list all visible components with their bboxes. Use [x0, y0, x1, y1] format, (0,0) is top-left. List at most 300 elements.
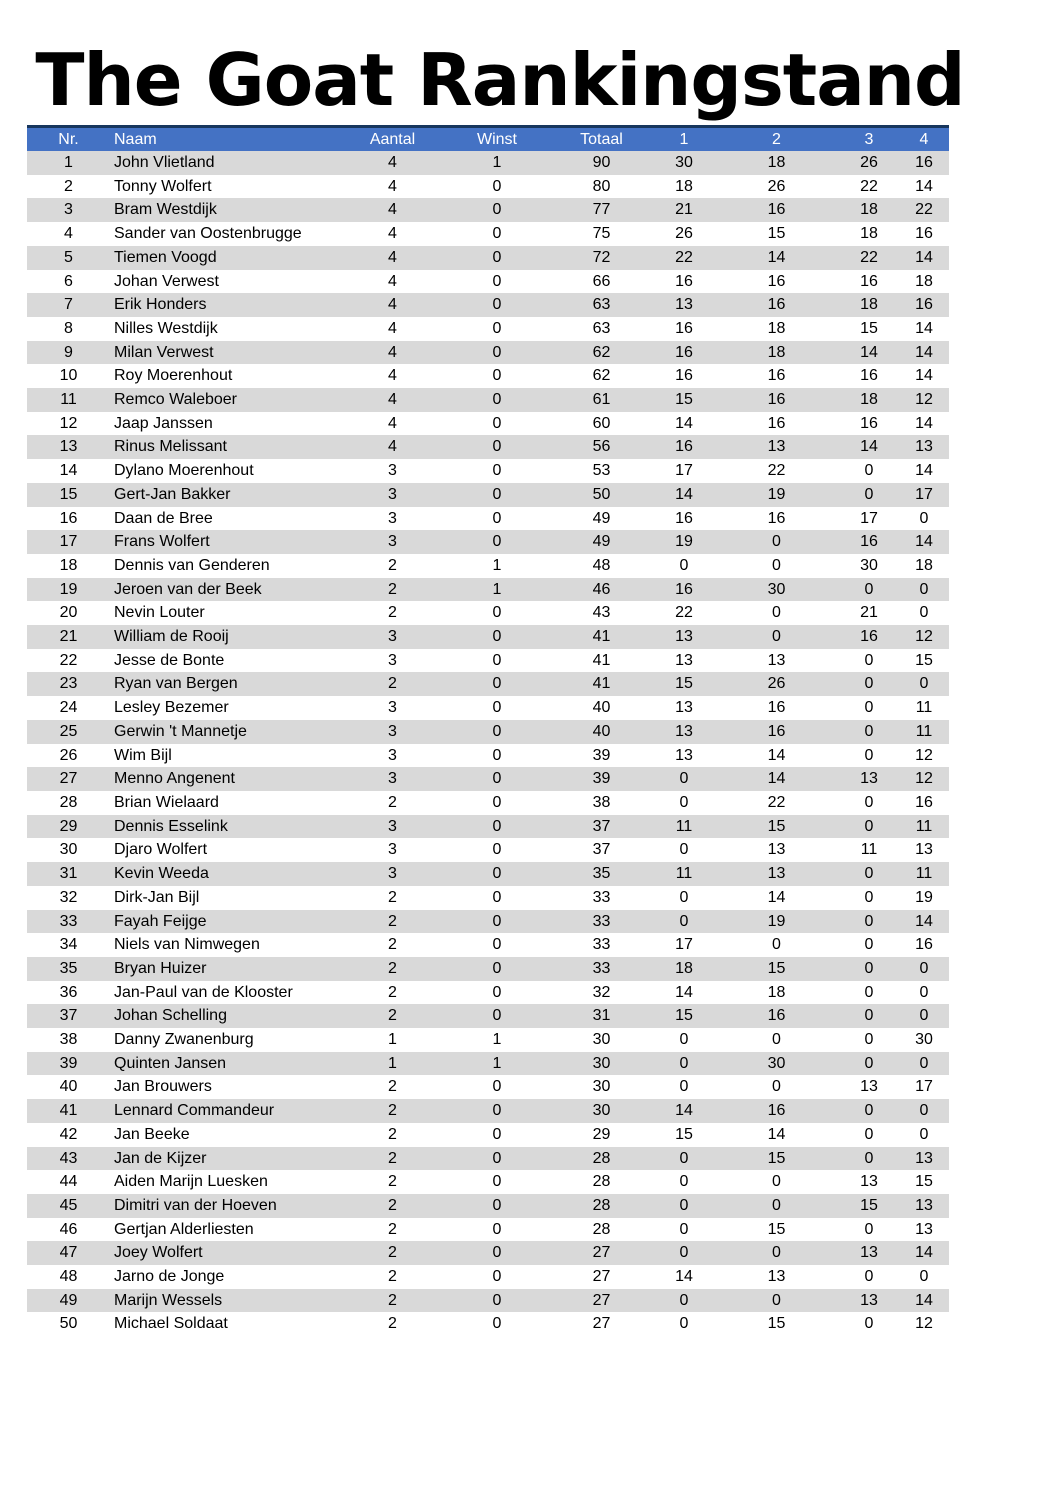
- cell-round-2: 0: [772, 556, 781, 574]
- cell-round-4: 0: [919, 1102, 929, 1120]
- cell-nr: 15: [59, 485, 78, 503]
- cell-round-3: 17: [860, 509, 878, 527]
- cell-round-1: 0: [679, 556, 689, 574]
- cell-nr: 37: [59, 1007, 78, 1025]
- cell-round-2: 0: [772, 1244, 781, 1262]
- cell-aantal: 4: [388, 367, 397, 385]
- cell-nr: 14: [59, 462, 78, 480]
- cell-round-4: 0: [919, 1007, 929, 1025]
- cell-round-2: 15: [767, 817, 786, 835]
- cell-winst: 0: [492, 912, 502, 930]
- cell-aantal: 2: [388, 936, 397, 954]
- cell-round-4: 12: [915, 1315, 933, 1333]
- cell-totaal: 61: [592, 391, 611, 409]
- cell-winst: 0: [492, 533, 502, 551]
- cell-round-2: 16: [767, 414, 786, 432]
- cell-naam: Wim Bijl: [114, 746, 172, 764]
- cell-aantal: 3: [388, 699, 397, 717]
- cell-winst: 1: [492, 556, 502, 574]
- cell-round-1: 13: [675, 746, 693, 764]
- cell-winst: 0: [492, 983, 502, 1001]
- cell-aantal: 1: [388, 1054, 397, 1072]
- cell-winst: 1: [492, 1054, 502, 1072]
- cell-winst: 0: [492, 1220, 502, 1238]
- cell-round-2: 16: [767, 1007, 786, 1025]
- cell-round-4: 18: [915, 272, 933, 290]
- cell-nr: 39: [59, 1054, 78, 1072]
- cell-winst: 0: [492, 1315, 502, 1333]
- cell-round-3: 0: [864, 675, 874, 693]
- cell-nr: 42: [59, 1125, 78, 1143]
- cell-naam: Lesley Bezemer: [114, 699, 229, 717]
- cell-winst: 0: [492, 367, 502, 385]
- cell-nr: 31: [59, 865, 78, 883]
- cell-round-1: 14: [675, 1268, 693, 1286]
- cell-naam: Milan Verwest: [114, 343, 214, 361]
- cell-round-1: 0: [679, 841, 689, 859]
- cell-round-4: 15: [915, 651, 933, 669]
- cell-round-3: 0: [864, 1102, 874, 1120]
- cell-totaal: 32: [592, 983, 611, 1001]
- cell-round-1: 16: [675, 509, 693, 527]
- cell-naam: Jesse de Bonte: [114, 651, 225, 669]
- cell-round-1: 14: [675, 414, 693, 432]
- cell-naam: Aiden Marijn Luesken: [114, 1173, 268, 1191]
- cell-round-4: 11: [915, 817, 933, 835]
- cell-round-2: 19: [767, 912, 786, 930]
- cell-aantal: 4: [388, 225, 397, 243]
- cell-totaal: 63: [592, 296, 611, 314]
- cell-round-2: 26: [767, 177, 786, 195]
- cell-round-4: 12: [915, 628, 933, 646]
- cell-round-1: 22: [675, 248, 693, 266]
- cell-winst: 0: [492, 865, 502, 883]
- cell-totaal: 31: [592, 1007, 611, 1025]
- header-winst: Winst: [477, 131, 517, 148]
- cell-naam: William de Rooij: [114, 628, 229, 646]
- cell-round-2: 13: [767, 1268, 786, 1286]
- cell-nr: 29: [59, 817, 78, 835]
- cell-round-1: 16: [675, 580, 693, 598]
- cell-round-2: 14: [767, 888, 786, 906]
- cell-round-1: 0: [679, 1315, 689, 1333]
- cell-naam: Johan Schelling: [114, 1007, 227, 1025]
- cell-naam: Frans Wolfert: [114, 533, 210, 551]
- cell-totaal: 30: [592, 1102, 611, 1120]
- cell-totaal: 30: [592, 1031, 611, 1049]
- cell-winst: 0: [492, 462, 502, 480]
- cell-totaal: 41: [592, 651, 611, 669]
- cell-round-1: 13: [675, 628, 693, 646]
- cell-nr: 9: [64, 343, 73, 361]
- cell-nr: 27: [59, 770, 78, 788]
- cell-aantal: 3: [388, 651, 397, 669]
- table-header-row: [27, 127, 949, 152]
- cell-round-3: 21: [860, 604, 878, 622]
- table-row: [27, 435, 949, 459]
- cell-totaal: 28: [592, 1173, 611, 1191]
- cell-winst: 0: [492, 770, 502, 788]
- cell-totaal: 80: [592, 177, 611, 195]
- cell-winst: 0: [492, 391, 502, 409]
- cell-aantal: 4: [388, 414, 397, 432]
- cell-naam: Rinus Melissant: [114, 438, 227, 456]
- cell-nr: 44: [59, 1173, 78, 1191]
- cell-round-1: 0: [679, 1149, 689, 1167]
- cell-round-4: 0: [919, 1268, 929, 1286]
- cell-nr: 12: [59, 414, 78, 432]
- cell-round-4: 15: [915, 1173, 933, 1191]
- cell-aantal: 2: [388, 604, 397, 622]
- cell-nr: 2: [64, 177, 73, 195]
- table-row: [27, 933, 949, 957]
- table-row: [27, 1147, 949, 1171]
- cell-winst: 0: [492, 604, 502, 622]
- cell-naam: Dirk-Jan Bijl: [114, 888, 200, 906]
- cell-aantal: 4: [388, 201, 397, 219]
- table-row: [27, 672, 949, 696]
- cell-totaal: 33: [592, 959, 611, 977]
- cell-round-4: 30: [915, 1031, 933, 1049]
- cell-round-1: 13: [675, 699, 693, 717]
- cell-naam: Gertjan Alderliesten: [114, 1220, 254, 1238]
- cell-round-2: 18: [767, 983, 786, 1001]
- cell-round-3: 26: [860, 154, 878, 171]
- cell-round-1: 13: [675, 651, 693, 669]
- cell-round-4: 11: [915, 722, 933, 740]
- cell-round-4: 0: [919, 1125, 929, 1143]
- cell-winst: 1: [492, 154, 502, 171]
- table-row: [27, 341, 949, 365]
- cell-round-4: 0: [919, 509, 929, 527]
- table-row: [27, 270, 949, 294]
- table-row: [27, 151, 949, 175]
- cell-round-4: 0: [919, 580, 929, 598]
- table-row: [27, 1052, 949, 1076]
- cell-winst: 0: [492, 1125, 502, 1143]
- cell-round-1: 0: [679, 770, 689, 788]
- cell-nr: 36: [59, 983, 78, 1001]
- cell-naam: Kevin Weeda: [114, 865, 209, 883]
- cell-aantal: 1: [388, 1031, 397, 1049]
- cell-round-1: 15: [675, 391, 693, 409]
- table-body: [27, 151, 949, 1336]
- cell-aantal: 4: [388, 177, 397, 195]
- cell-naam: Jan-Paul van de Klooster: [114, 983, 293, 1001]
- cell-round-2: 15: [767, 1149, 786, 1167]
- cell-round-1: 17: [675, 462, 693, 480]
- cell-round-3: 11: [860, 841, 878, 859]
- cell-totaal: 41: [592, 628, 611, 646]
- cell-round-4: 13: [915, 1220, 933, 1238]
- header-aantal: Aantal: [369, 131, 416, 148]
- cell-round-2: 0: [772, 1078, 781, 1096]
- cell-round-4: 22: [915, 201, 933, 219]
- cell-naam: Dennis Esselink: [114, 817, 228, 835]
- cell-round-4: 12: [915, 391, 933, 409]
- cell-round-2: 0: [772, 936, 781, 954]
- cell-aantal: 2: [388, 1315, 397, 1333]
- table-row: [27, 317, 949, 341]
- cell-round-2: 22: [767, 793, 786, 811]
- cell-totaal: 35: [592, 865, 611, 883]
- header-naam: Naam: [114, 131, 157, 148]
- cell-aantal: 3: [388, 817, 397, 835]
- cell-naam: Bram Westdijk: [114, 201, 217, 219]
- cell-round-1: 0: [679, 1196, 689, 1214]
- cell-nr: 4: [64, 225, 73, 243]
- cell-naam: Nevin Louter: [114, 604, 205, 622]
- cell-round-2: 13: [767, 841, 786, 859]
- cell-round-4: 14: [915, 248, 933, 266]
- cell-winst: 0: [492, 841, 502, 859]
- cell-totaal: 75: [592, 225, 611, 243]
- cell-nr: 13: [59, 438, 78, 456]
- cell-round-2: 14: [767, 248, 786, 266]
- table-row: [27, 625, 949, 649]
- ranking-table-container: [27, 125, 949, 1336]
- cell-round-1: 16: [675, 272, 693, 290]
- table-row: [27, 767, 949, 791]
- cell-nr: 18: [59, 556, 78, 574]
- cell-round-3: 0: [864, 1054, 874, 1072]
- cell-naam: Bryan Huizer: [114, 959, 207, 977]
- cell-aantal: 2: [388, 1291, 397, 1309]
- cell-naam: Gerwin 't Mannetje: [114, 722, 247, 740]
- table-row: [27, 1241, 949, 1265]
- cell-naam: Dylano Moerenhout: [114, 462, 254, 480]
- cell-round-3: 13: [860, 1078, 878, 1096]
- cell-round-2: 15: [767, 225, 786, 243]
- cell-round-3: 15: [860, 1196, 878, 1214]
- cell-round-3: 0: [864, 722, 874, 740]
- cell-aantal: 2: [388, 959, 397, 977]
- cell-winst: 0: [492, 343, 502, 361]
- cell-naam: Joey Wolfert: [114, 1244, 203, 1262]
- cell-round-4: 18: [915, 556, 933, 574]
- cell-aantal: 2: [388, 912, 397, 930]
- cell-round-3: 22: [860, 177, 878, 195]
- cell-round-2: 13: [767, 651, 786, 669]
- cell-totaal: 50: [592, 485, 611, 503]
- table-row: [27, 578, 949, 602]
- cell-winst: 0: [492, 936, 502, 954]
- cell-nr: 22: [59, 651, 78, 669]
- cell-round-1: 18: [675, 959, 693, 977]
- cell-aantal: 2: [388, 556, 397, 574]
- cell-round-3: 16: [860, 628, 878, 646]
- cell-winst: 0: [492, 1078, 502, 1096]
- cell-winst: 0: [492, 485, 502, 503]
- cell-round-2: 26: [767, 675, 786, 693]
- cell-totaal: 33: [592, 912, 611, 930]
- cell-round-3: 14: [860, 343, 878, 361]
- cell-round-3: 0: [864, 936, 874, 954]
- table-row: [27, 649, 949, 673]
- cell-nr: 41: [59, 1102, 78, 1120]
- cell-naam: Jaap Janssen: [114, 414, 213, 432]
- cell-totaal: 28: [592, 1196, 611, 1214]
- cell-round-4: 17: [915, 485, 933, 503]
- cell-round-3: 0: [864, 817, 874, 835]
- cell-round-1: 15: [675, 1125, 693, 1143]
- cell-naam: Remco Waleboer: [114, 391, 238, 409]
- cell-winst: 0: [492, 793, 502, 811]
- cell-naam: Jeroen van der Beek: [114, 580, 262, 598]
- cell-round-4: 0: [919, 983, 929, 1001]
- cell-aantal: 3: [388, 628, 397, 646]
- cell-naam: Djaro Wolfert: [114, 841, 208, 859]
- cell-totaal: 60: [592, 414, 611, 432]
- cell-totaal: 40: [592, 722, 611, 740]
- cell-round-2: 0: [772, 1173, 781, 1191]
- cell-round-2: 16: [767, 699, 786, 717]
- cell-round-1: 14: [675, 1102, 693, 1120]
- cell-totaal: 43: [592, 604, 611, 622]
- table-row: [27, 957, 949, 981]
- cell-round-2: 0: [772, 1031, 781, 1049]
- cell-nr: 43: [59, 1149, 78, 1167]
- cell-winst: 0: [492, 1244, 502, 1262]
- cell-winst: 0: [492, 888, 502, 906]
- cell-winst: 1: [492, 580, 502, 598]
- cell-round-4: 0: [919, 675, 929, 693]
- cell-round-1: 16: [675, 367, 693, 385]
- cell-totaal: 27: [592, 1291, 611, 1309]
- cell-totaal: 66: [592, 272, 611, 290]
- table-row: [27, 1312, 949, 1336]
- cell-round-3: 14: [860, 438, 878, 456]
- cell-round-3: 16: [860, 533, 878, 551]
- cell-naam: Marijn Wessels: [114, 1291, 223, 1309]
- cell-round-2: 0: [772, 1196, 781, 1214]
- table-row: [27, 459, 949, 483]
- cell-round-3: 0: [864, 1007, 874, 1025]
- cell-round-3: 16: [860, 272, 878, 290]
- cell-round-1: 0: [679, 793, 689, 811]
- cell-naam: Roy Moerenhout: [114, 367, 233, 385]
- cell-round-2: 14: [767, 1125, 786, 1143]
- cell-round-1: 13: [675, 722, 693, 740]
- cell-nr: 5: [64, 248, 73, 266]
- cell-round-4: 17: [915, 1078, 933, 1096]
- cell-totaal: 41: [592, 675, 611, 693]
- cell-round-3: 0: [864, 485, 874, 503]
- cell-winst: 0: [492, 628, 502, 646]
- cell-round-3: 0: [864, 888, 874, 906]
- table-row: [27, 886, 949, 910]
- cell-round-3: 0: [864, 959, 874, 977]
- cell-round-1: 30: [675, 154, 693, 171]
- cell-round-1: 0: [679, 1173, 689, 1191]
- table-row: [27, 791, 949, 815]
- cell-naam: Niels van Nimwegen: [114, 936, 260, 954]
- cell-totaal: 62: [592, 367, 611, 385]
- cell-round-2: 30: [767, 1054, 786, 1072]
- cell-round-3: 0: [864, 1125, 874, 1143]
- cell-totaal: 48: [592, 556, 611, 574]
- cell-round-1: 11: [675, 865, 693, 883]
- table-row: [27, 293, 949, 317]
- cell-aantal: 3: [388, 841, 397, 859]
- cell-round-2: 16: [767, 1102, 786, 1120]
- cell-round-2: 16: [767, 201, 786, 219]
- cell-round-4: 12: [915, 770, 933, 788]
- cell-round-3: 13: [860, 1173, 878, 1191]
- cell-winst: 0: [492, 817, 502, 835]
- cell-nr: 46: [59, 1220, 78, 1238]
- cell-totaal: 53: [592, 462, 611, 480]
- cell-naam: Sander van Oostenbrugge: [114, 225, 302, 243]
- cell-round-1: 0: [679, 912, 689, 930]
- cell-round-2: 16: [767, 509, 786, 527]
- cell-nr: 40: [59, 1078, 78, 1096]
- cell-round-4: 16: [915, 936, 933, 954]
- cell-round-2: 16: [767, 296, 786, 314]
- cell-nr: 45: [59, 1196, 78, 1214]
- cell-round-1: 21: [675, 201, 693, 219]
- cell-round-2: 22: [767, 462, 786, 480]
- cell-round-3: 30: [860, 556, 878, 574]
- table-row: [27, 720, 949, 744]
- table-row: [27, 1218, 949, 1242]
- cell-nr: 34: [59, 936, 78, 954]
- cell-round-3: 0: [864, 1315, 874, 1333]
- cell-round-4: 14: [915, 177, 933, 195]
- cell-naam: Jan Beeke: [114, 1125, 190, 1143]
- table-row: [27, 175, 949, 199]
- cell-round-2: 16: [767, 722, 786, 740]
- ranking-table: [27, 125, 949, 1336]
- cell-round-2: 13: [767, 865, 786, 883]
- cell-round-1: 0: [679, 1078, 689, 1096]
- cell-round-2: 30: [767, 580, 786, 598]
- cell-round-4: 13: [915, 1196, 933, 1214]
- cell-winst: 0: [492, 1007, 502, 1025]
- cell-totaal: 30: [592, 1054, 611, 1072]
- cell-round-3: 16: [860, 414, 878, 432]
- cell-round-4: 0: [919, 1054, 929, 1072]
- cell-totaal: 29: [592, 1125, 611, 1143]
- cell-round-2: 14: [767, 770, 786, 788]
- cell-round-2: 19: [767, 485, 786, 503]
- cell-nr: 1: [64, 154, 73, 171]
- cell-round-2: 15: [767, 1315, 786, 1333]
- cell-round-3: 0: [864, 1149, 874, 1167]
- cell-nr: 23: [59, 675, 78, 693]
- cell-naam: Dimitri van der Hoeven: [114, 1196, 277, 1214]
- cell-round-4: 19: [915, 888, 933, 906]
- cell-round-3: 0: [864, 1031, 874, 1049]
- cell-aantal: 2: [388, 1268, 397, 1286]
- cell-round-1: 16: [675, 319, 693, 337]
- cell-aantal: 2: [388, 1007, 397, 1025]
- cell-nr: 20: [59, 604, 78, 622]
- page-title: The Goat Rankingstand: [35, 38, 965, 122]
- cell-round-1: 17: [675, 936, 693, 954]
- cell-nr: 19: [59, 580, 78, 598]
- cell-nr: 16: [59, 509, 78, 527]
- cell-nr: 11: [60, 391, 77, 409]
- cell-round-3: 0: [864, 1268, 874, 1286]
- cell-totaal: 27: [592, 1268, 611, 1286]
- cell-aantal: 2: [388, 1173, 397, 1191]
- cell-winst: 0: [492, 414, 502, 432]
- cell-aantal: 2: [388, 580, 397, 598]
- cell-round-2: 0: [772, 533, 781, 551]
- cell-round-1: 0: [679, 888, 689, 906]
- header-nr: Nr.: [58, 131, 79, 148]
